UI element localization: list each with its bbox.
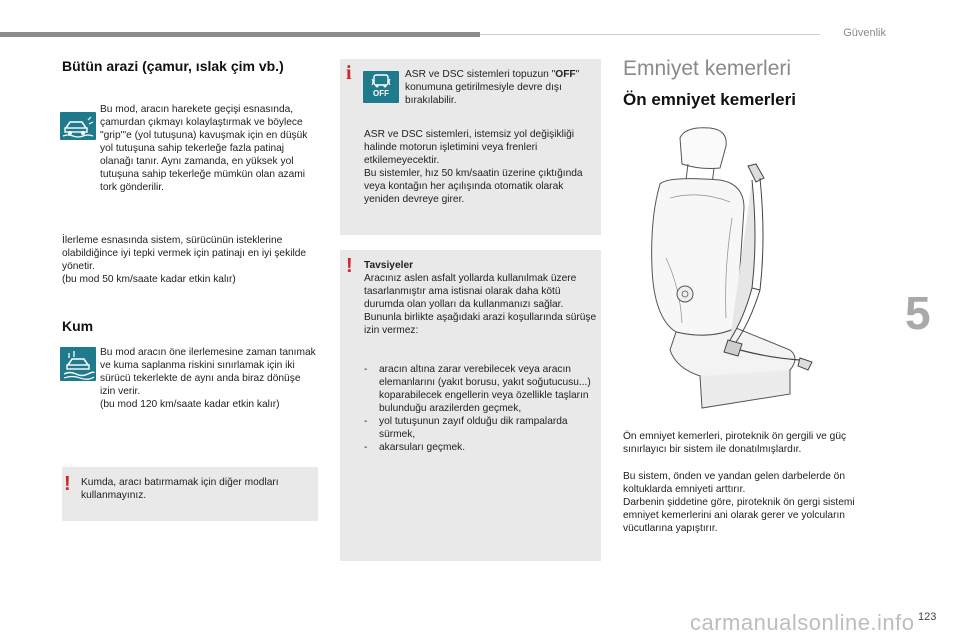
pretensioner-description	[623, 470, 883, 535]
asr-pre: ASR ve DSC sistemleri topuzun "	[405, 69, 556, 80]
sand-text: Bu mod aracın öne ilerlemesine zaman tanımak ve kuma saplanma riskini sınırlamak için iki sürücü tekerlekte de aynı anda biraz dönüşe izin verir.	[100, 347, 316, 397]
section-title: Emniyet kemerleri	[623, 57, 792, 80]
advice-list	[364, 363, 600, 454]
advice-line-1: Aracınız aslen asfalt yollarda kullanılmak üzere tasarlanmıştır ama istisnai olarak daha kötü durumda olan yolları da kullanmanızı sağlar.	[364, 273, 577, 310]
front-seat-with-seatbelt-illustration	[640, 118, 840, 418]
advice-title: Tavsiyeler	[364, 260, 414, 271]
asr-off-icon-label: OFF	[373, 89, 389, 98]
advice-line-2: Bununla birlikte aşağıdaki arazi koşullarında sürüşe izin vermez:	[364, 312, 597, 336]
car-on-wet-terrain-icon	[60, 112, 96, 140]
asr-auto-reactivation	[364, 128, 594, 206]
subsection-title: Ön emniyet kemerleri	[623, 90, 796, 109]
heading-all-terrain: Bütün arazi (çamur, ıslak çim vb.)	[62, 58, 284, 74]
asr-off-icon	[363, 71, 399, 103]
info-icon: i	[346, 62, 352, 84]
header-bar	[0, 32, 480, 37]
mud-note-line: İlerleme esnasında sistem, sürücünün isteklerine olabildiğince iyi tepki vermek için patinajı en iyi şekilde yönetir.	[62, 235, 307, 272]
list-item: - akarsuları geçmek.	[364, 441, 600, 454]
list-item: - yol tutuşunun zayıf olduğu dik rampalarda sürmek,	[364, 415, 600, 441]
mud-mode-description: Bu mod, aracın harekete geçişi esnasında, çamurdan çıkmayı kolaylaştırmak ve böylece "grip"'e (yol tutuşuna) kavuşmak için en düşük yol tutuşuna sahip tekerleğe fazla patinaj olanağı tanır. Aynı zamanda, en yüksek yol tutuşuna sahip tekerleğe mümkün olan azami tork gönderilir.	[100, 104, 308, 193]
mud-mode-note	[62, 234, 317, 286]
asr-off-description	[405, 68, 595, 107]
asr-text-2: Bu sistemler, hız 50 km/saatin üzerine çıktığında veya kontağın her açılışında otomatik olarak yeniden devreye girer.	[364, 168, 583, 205]
list-item: - aracın altına zarar verebilecek veya aracın elemanlarını (yakıt borusu, yakıt soğutucusu...) koparabilecek engellerin veya özellikle taşların bulunduğu arazilerden geçmek,	[364, 363, 600, 415]
warning-icon: !	[64, 473, 71, 495]
sand-speed: (bu mod 120 km/saate kadar etkin kalır)	[100, 399, 280, 410]
seatbelt-description: Ön emniyet kemerleri, piroteknik ön gergili ve güç sınırlayıcı bir sistem ile donatılmışlardır.	[623, 431, 847, 455]
car-on-sand-icon	[60, 347, 96, 381]
asr-off-word: OFF	[555, 69, 576, 80]
advice-text	[364, 259, 599, 337]
section-label: Güvenlik	[843, 27, 886, 39]
asr-post: " konumuna getirilmesiyle devre dışı bırakılabilir.	[405, 69, 580, 106]
header-rule	[480, 34, 820, 35]
warning-icon: !	[346, 255, 353, 277]
mud-note-speed: (bu mod 50 km/saate kadar etkin kalır)	[62, 274, 236, 285]
pretensioner-text-1: Bu sistem, önden ve yandan gelen darbelerde ön koltuklarda emniyeti arttırır.	[623, 471, 846, 495]
asr-text-1: ASR ve DSC sistemleri, istemsiz yol değişikliği halinde motorun işletimini veya frenleri etkilemeyecektir.	[364, 129, 575, 166]
sand-warning-text: Kumda, aracı batırmamak için diğer modları kullanmayınız.	[81, 477, 279, 501]
watermark: carmanualsonline.info	[690, 610, 915, 635]
pretensioner-text-2: Darbenin şiddetine göre, piroteknik ön gergi sistemi emniyet kemerlerini ani olarak gerer ve yolcuların vücutlarına yapıştırır.	[623, 497, 855, 534]
sand-mode-description	[100, 346, 318, 411]
heading-sand: Kum	[62, 318, 94, 334]
chapter-tab-number: 5	[905, 287, 931, 339]
page-number: 123	[918, 611, 937, 623]
